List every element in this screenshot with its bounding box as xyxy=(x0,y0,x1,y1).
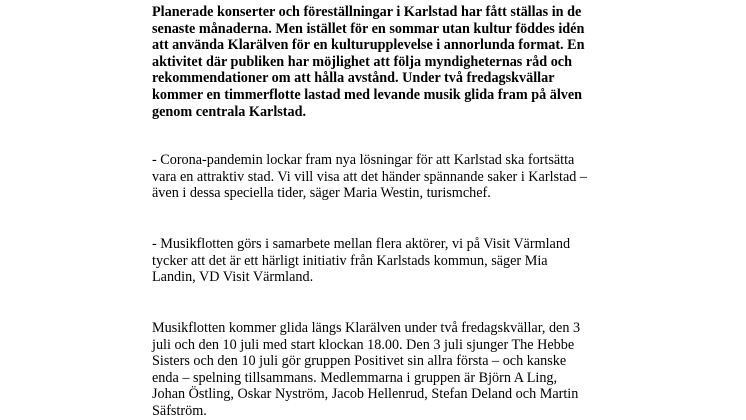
quote-paragraph-visit-varmland xyxy=(152,236,622,286)
quote-line: - Musikflotten görs i samarbete mellan flera aktörer, vi på Visit Värmland xyxy=(152,236,571,252)
lead-line: att använda Klarälven för en kulturupplevelse i annorlunda format. En xyxy=(152,37,585,54)
quote-line: vara en attraktiv stad. Vi vill visa att det händer spännande saker i Karlstad – xyxy=(152,168,588,185)
quote-line: Landin, VD Visit Värmland. xyxy=(152,269,314,286)
lead-paragraph xyxy=(152,4,622,120)
lead-line: kommer en timmerflotte lastad med levande musik glida fram på älven xyxy=(152,86,583,103)
body-line: juli och den 10 juli med start klockan 18.00. Den 3 juli sjunger The Hebbe xyxy=(152,336,575,353)
body-line: Musikflotten kommer glida längs Klarälven under två fredagskvällar, den 3 xyxy=(152,320,581,336)
body-line: Sisters och den 10 juli gör gruppen Positivet sin allra första – och kanske xyxy=(152,353,567,370)
lead-line: Planerade konserter och föreställningar i Karlstad har fått ställas in de xyxy=(152,4,582,20)
lead-line: rekommendationer om att hålla avstånd. Under två fredagskvällar xyxy=(152,70,555,87)
body-line: Johan Östling, Oskar Nyström, Jacob Hellenrud, Stefan Deland och Martin xyxy=(152,386,579,403)
lead-line: senaste månaderna. Men istället för en sommar utan kultur föddes idén xyxy=(152,20,585,37)
quote-paragraph-tourism xyxy=(152,152,622,202)
quote-line: - Corona-pandemin lockar fram nya lösningar för att Karlstad ska fortsätta xyxy=(152,152,575,168)
body-paragraph xyxy=(152,320,622,420)
quote-line: även i dessa speciella tider, säger Maria Westin, turismchef. xyxy=(152,185,491,202)
body-line: Säfström. xyxy=(152,402,207,419)
body-line: enda – spelning tillsammans. Medlemmarna i gruppen är Björn A Ling, xyxy=(152,369,558,386)
quote-line: tycker att det är ett härligt initiativ från Karlstads kommun, säger Mia xyxy=(152,252,548,269)
lead-line: genom centrala Karlstad. xyxy=(152,103,307,120)
lead-line: aktivitet där publiken har möjlighet att följa myndigheternas råd och xyxy=(152,53,572,70)
